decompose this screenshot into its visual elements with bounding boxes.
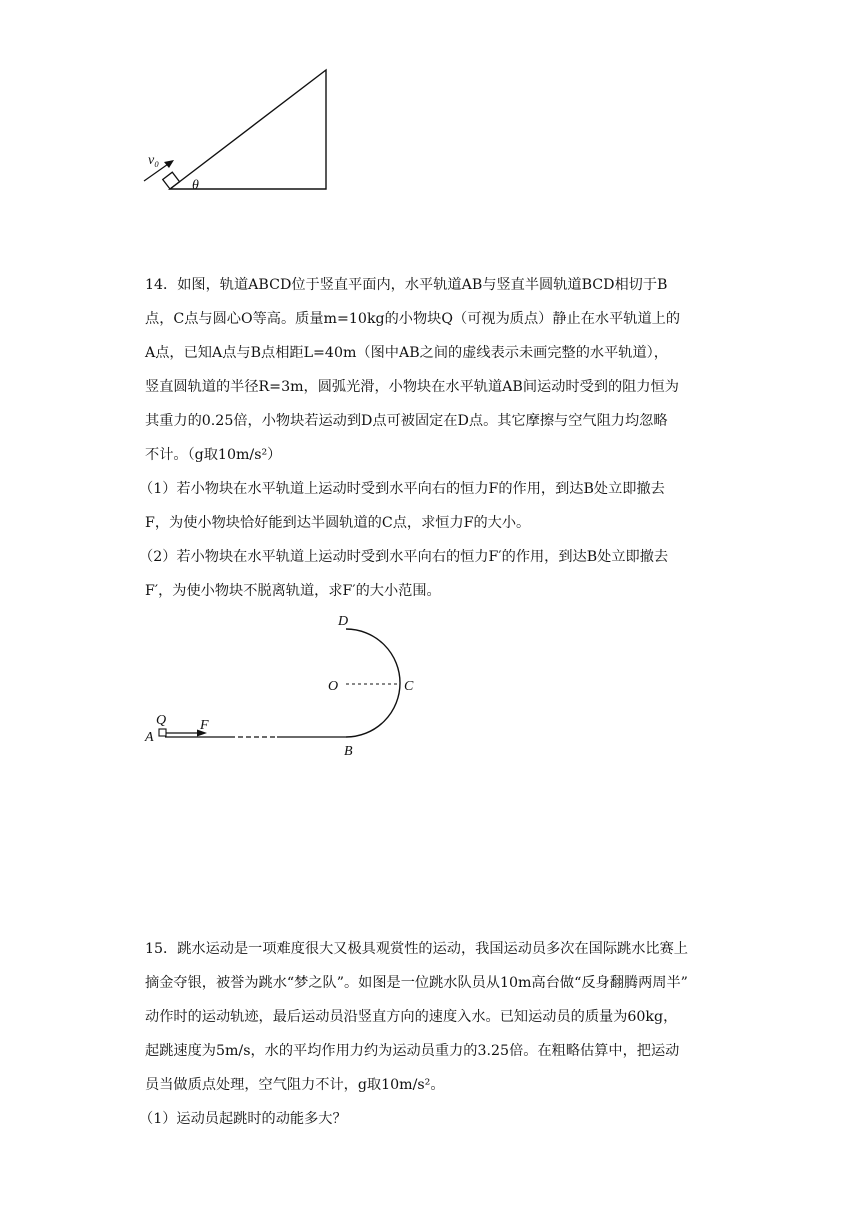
- theta-label: θ: [192, 178, 199, 193]
- label-b: B: [344, 744, 353, 759]
- problem-14-line-5: 其重力的0.25倍，小物块若运动到D点可被固定在D点。其它摩擦与空气阻力均忽略: [145, 413, 668, 429]
- label-a: A: [145, 730, 154, 745]
- label-d: D: [338, 614, 349, 629]
- problem-15-line-5: 员当做质点处理，空气阻力不计，g取10m/s²。: [145, 1077, 445, 1093]
- problem-15-line-3: 动作时的运动轨迹，最后运动员沿竖直方向的速度入水。已知运动员的质量为60kg，: [145, 1009, 678, 1025]
- label-q: Q: [156, 713, 167, 728]
- problem-15-part-1: （1）运动员起跳时的动能多大？: [139, 1111, 347, 1127]
- track-figure: [135, 605, 435, 765]
- problem-14-line-4: 竖直圆轨道的半径R=3m，圆弧光滑，小物块在水平轨道AB间运动时受到的阻力恒为: [145, 379, 679, 395]
- problem-14-line-6: 不计。（g取10m/s²）: [145, 447, 282, 463]
- label-o: O: [328, 679, 339, 694]
- incline-diagram: [140, 62, 340, 197]
- problem-14-part-1-line-2: F，为使小物块恰好能到达半圆轨道的C点，求恒力F的大小。: [145, 515, 531, 531]
- incline-figure: [140, 62, 340, 197]
- problem-15-line-4: 起跳速度为5m/s，水的平均作用力约为运动员重力的3.25倍。在粗略估算中，把运动: [145, 1043, 680, 1059]
- problem-14-line-2: 点，C点与圆心O等高。质量m=10kg的小物块Q（可视为质点）静止在水平轨道上的: [145, 311, 681, 327]
- incline-triangle: [170, 70, 326, 189]
- problem-14-line-1: 14．如图，轨道ABCD位于竖直平面内，水平轨道AB与竖直半圆轨道BCD相切于B: [145, 277, 668, 293]
- problem-14-part-1-line-1: （1）若小物块在水平轨道上运动时受到水平向右的恒力F的作用，到达B处立即撤去: [139, 481, 665, 497]
- semicircle-track: [346, 629, 400, 737]
- problem-14-part-2-line-1: （2）若小物块在水平轨道上运动时受到水平向右的恒力F′的作用，到达B处立即撤去: [139, 549, 669, 565]
- block-q: [159, 729, 166, 736]
- label-c: C: [404, 679, 414, 694]
- velocity-arrowhead: [164, 160, 174, 168]
- problem-14-part-2-line-2: F′，为使小物块不脱离轨道，求F′的大小范围。: [145, 583, 441, 599]
- v0-label: v₀: [148, 153, 160, 168]
- block-on-incline: [163, 172, 180, 189]
- problem-14-line-3: A点，已知A点与B点相距L=40m（图中AB之间的虚线表示未画完整的水平轨道），: [145, 345, 668, 361]
- label-f: F: [200, 718, 209, 733]
- problem-15-line-2: 摘金夺银，被誉为跳水“梦之队”。如图是一位跳水队员从10m高台做“反身翻腾两周半”: [145, 975, 688, 991]
- problem-15-line-1: 15．跳水运动是一项难度很大又极具观赏性的运动，我国运动员多次在国际跳水比赛上: [145, 941, 688, 957]
- problem-14: [139, 268, 725, 608]
- track-diagram: [135, 605, 435, 765]
- problem-15: [139, 932, 725, 1136]
